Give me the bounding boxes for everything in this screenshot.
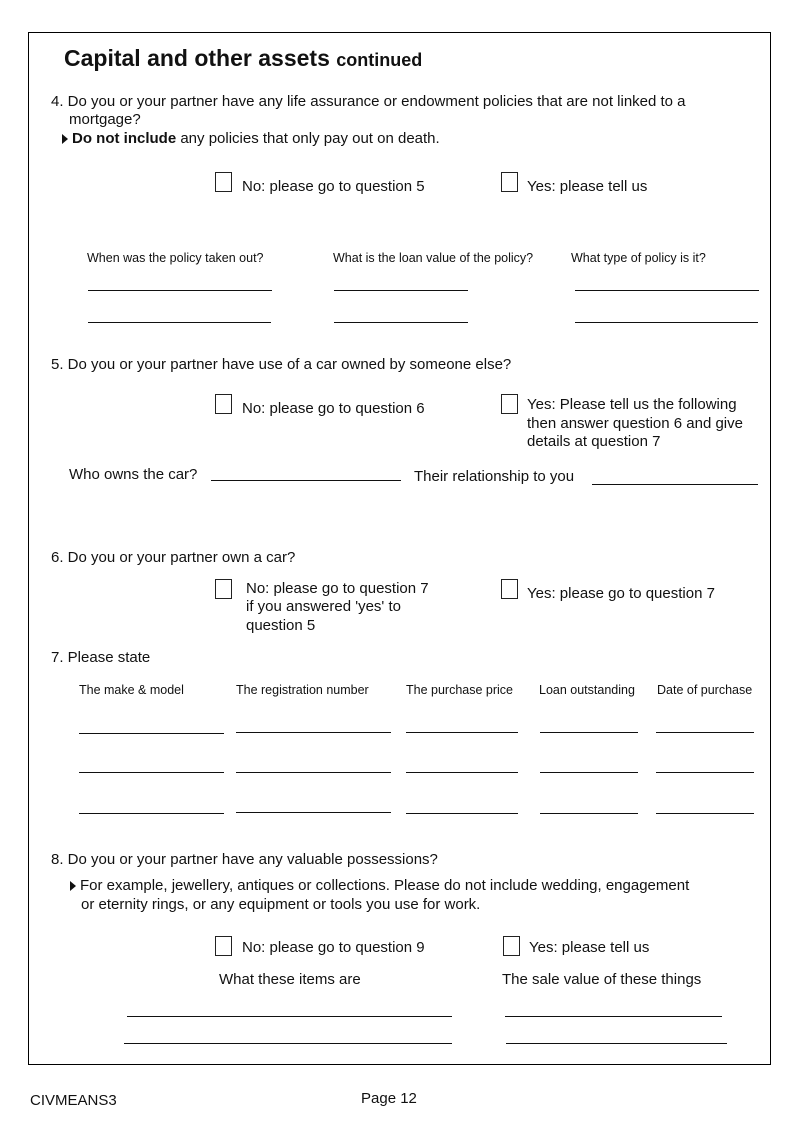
q8-value-input-2[interactable] <box>506 1043 727 1044</box>
q5-owner-label: Who owns the car? <box>69 466 198 483</box>
q7-price-input-2[interactable] <box>406 772 518 773</box>
q4-col-type-label: What type of policy is it? <box>571 251 706 265</box>
arrow-right-icon <box>62 134 68 144</box>
q5-owner-input[interactable] <box>211 480 401 481</box>
q7-date-input-2[interactable] <box>656 772 754 773</box>
q4-type-input-1[interactable] <box>575 290 759 291</box>
q5-relationship-input[interactable] <box>592 484 758 485</box>
q7-col-registration: The registration number <box>236 683 369 697</box>
q7-loan-input-2[interactable] <box>540 772 638 773</box>
q7-date-input-3[interactable] <box>656 813 754 814</box>
q7-col-date: Date of purchase <box>657 683 753 697</box>
q4-text-line1: 4. Do you or your partner have any life assurance or endowment policies that are not linked to a <box>51 93 686 110</box>
q4-note-bold: Do not include <box>72 130 177 147</box>
q6-yes-checkbox[interactable] <box>501 579 518 599</box>
q7-registration-input-2[interactable] <box>236 772 391 773</box>
q8-note-line2: or eternity rings, or any equipment or tools you use for work. <box>81 896 481 913</box>
q6-yes-label: Yes: please go to question 7 <box>527 585 715 602</box>
q8-no-label: No: please go to question 9 <box>242 939 425 956</box>
q4-date-input-2[interactable] <box>88 322 271 323</box>
q6-no-line1: No: please go to question 7 <box>246 580 429 597</box>
section-title <box>64 45 422 72</box>
q7-date-input-1[interactable] <box>656 732 754 733</box>
q7-price-input-3[interactable] <box>406 813 518 814</box>
q4-yes-checkbox[interactable] <box>501 172 518 192</box>
q6-no-line3: question 5 <box>246 617 316 634</box>
q4-note-rest: any policies that only pay out on death. <box>176 130 440 147</box>
q4-text-line2: mortgage? <box>69 111 141 128</box>
q4-col-date-label: When was the policy taken out? <box>87 251 264 265</box>
q7-make-input-2[interactable] <box>79 772 224 773</box>
page-number: Page 12 <box>361 1090 417 1107</box>
q8-col-items-label: What these items are <box>219 971 361 988</box>
q4-loan-input-2[interactable] <box>334 322 468 323</box>
q8-text: 8. Do you or your partner have any valuable possessions? <box>51 851 438 868</box>
q8-no-checkbox[interactable] <box>215 936 232 956</box>
q4-no-label: No: please go to question 5 <box>242 178 425 195</box>
q7-registration-input-1[interactable] <box>236 732 391 733</box>
form-code: CIVMEANS3 <box>30 1092 117 1109</box>
q7-text: 7. Please state <box>51 649 151 666</box>
q8-items-input-2[interactable] <box>124 1043 452 1044</box>
q4-date-input-1[interactable] <box>88 290 272 291</box>
q7-loan-input-3[interactable] <box>540 813 638 814</box>
q8-col-value-label: The sale value of these things <box>502 971 702 988</box>
q7-make-input-1[interactable] <box>79 733 224 734</box>
q6-no-checkbox[interactable] <box>215 579 232 599</box>
q6-no-line2: if you answered 'yes' to <box>246 598 401 615</box>
q8-yes-checkbox[interactable] <box>503 936 520 956</box>
q4-col-loan-label: What is the loan value of the policy? <box>333 251 534 265</box>
q8-yes-label: Yes: please tell us <box>529 939 650 956</box>
q7-loan-input-1[interactable] <box>540 732 638 733</box>
q6-text: 6. Do you or your partner own a car? <box>51 549 296 566</box>
q7-make-input-3[interactable] <box>79 813 224 814</box>
q5-no-label: No: please go to question 6 <box>242 400 425 417</box>
q8-items-input-1[interactable] <box>127 1016 452 1017</box>
q8-value-input-1[interactable] <box>505 1016 722 1017</box>
q5-yes-checkbox[interactable] <box>501 394 518 414</box>
q7-col-make: The make & model <box>79 683 184 697</box>
q4-yes-label: Yes: please tell us <box>527 178 648 195</box>
q7-registration-input-3[interactable] <box>236 812 391 813</box>
title-text: Capital and other assets <box>64 45 330 71</box>
q7-price-input-1[interactable] <box>406 732 518 733</box>
arrow-right-icon <box>70 881 76 891</box>
q4-type-input-2[interactable] <box>575 322 758 323</box>
q7-col-price: The purchase price <box>406 683 514 697</box>
q8-note-line1-text: For example, jewellery, antiques or collections. Please do not include wedding, engagement <box>80 877 690 894</box>
q5-relationship-label: Their relationship to you <box>414 468 575 485</box>
q5-yes-line1: Yes: Please tell us the following <box>527 396 737 413</box>
q4-loan-input-1[interactable] <box>334 290 468 291</box>
q4-note <box>62 130 440 148</box>
q4-no-checkbox[interactable] <box>215 172 232 192</box>
q5-text: 5. Do you or your partner have use of a car owned by someone else? <box>51 356 512 373</box>
q7-col-loan: Loan outstanding <box>539 683 635 697</box>
q8-note-line1 <box>70 877 689 895</box>
q5-yes-line2: then answer question 6 and give <box>527 415 743 432</box>
q5-yes-line3: details at question 7 <box>527 433 661 450</box>
q5-no-checkbox[interactable] <box>215 394 232 414</box>
title-suffix: continued <box>336 50 423 70</box>
